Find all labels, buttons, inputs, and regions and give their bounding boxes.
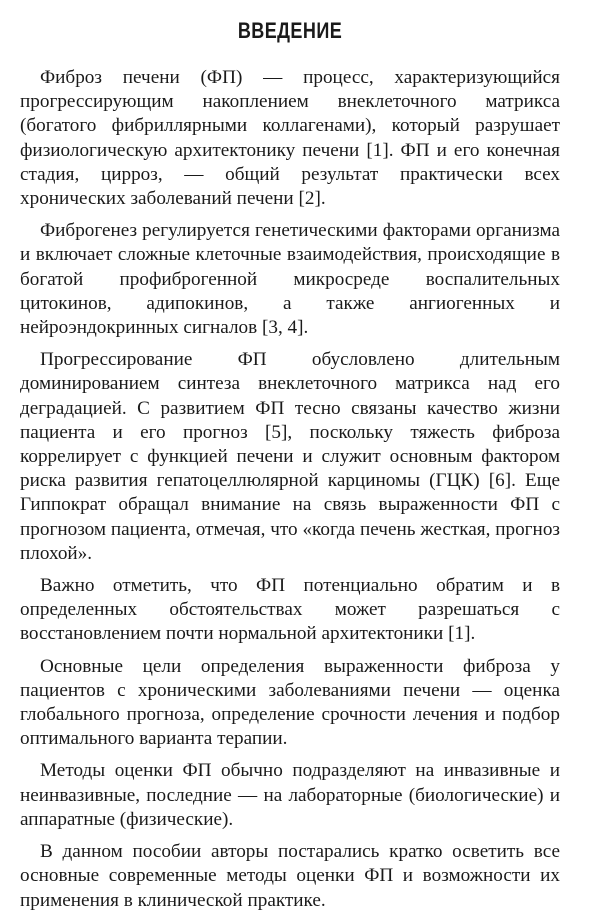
- paragraph: Методы оценки ФП обычно подразделяют на инвазивные и неинвазивные, последние — на лабораторные (биологические) и аппаратные (физические).: [20, 760, 560, 830]
- paragraph: Фиброз печени (ФП) — процесс, характеризующийся прогрессирующим накоплением внеклеточного матрикса (богатого фибриллярными коллагенами), который разрушает физиологическую архитектонику печени [1]. ФП и его конечная стадия, цирроз, — общий результат практически всех хронических заболеваний печени [2].: [20, 67, 560, 210]
- body-text: [20, 66, 560, 913]
- paragraph: Фиброгенез регулируется генетическими факторами организма и включает сложные клеточные взаимодействия, происходящие в богатой профиброгенной микросреде воспалительных цитокинов, адипокинов, а также ангиогенных и нейроэндокринных сигналов [3, 4].: [20, 220, 560, 339]
- paragraph: В данном пособии авторы постарались кратко осветить все основные современные методы оценки ФП и возможности их применения в клинической практике.: [20, 841, 560, 911]
- page-title: ВВЕДЕНИЕ: [237, 18, 343, 43]
- paragraph: Важно отметить, что ФП потенциально обратим и в определенных обстоятельствах может разрешаться с восстановлением почти нормальной архитектоники [1].: [20, 575, 560, 645]
- paragraph: Прогрессирование ФП обусловлено длительным доминированием синтеза внеклеточного матрикса над его деградацией. С развитием ФП тесно связаны качество жизни пациента и его прогноз [5], поскольку тяжесть фиброза коррелирует с функцией печени и служит основным фактором риска развития гепатоцеллюлярной карциномы (ГЦК) [6]. Еще Гиппократ обращал внимание на связь выраженности ФП с прогнозом пациента, отмечая, что «когда печень жесткая, прогноз плохой».: [20, 349, 560, 564]
- paragraph: Основные цели определения выраженности фиброза у пациентов с хроническими заболеваниями печени — оценка глобального прогноза, определение срочности лечения и подбор оптимального варианта терапии.: [20, 655, 560, 750]
